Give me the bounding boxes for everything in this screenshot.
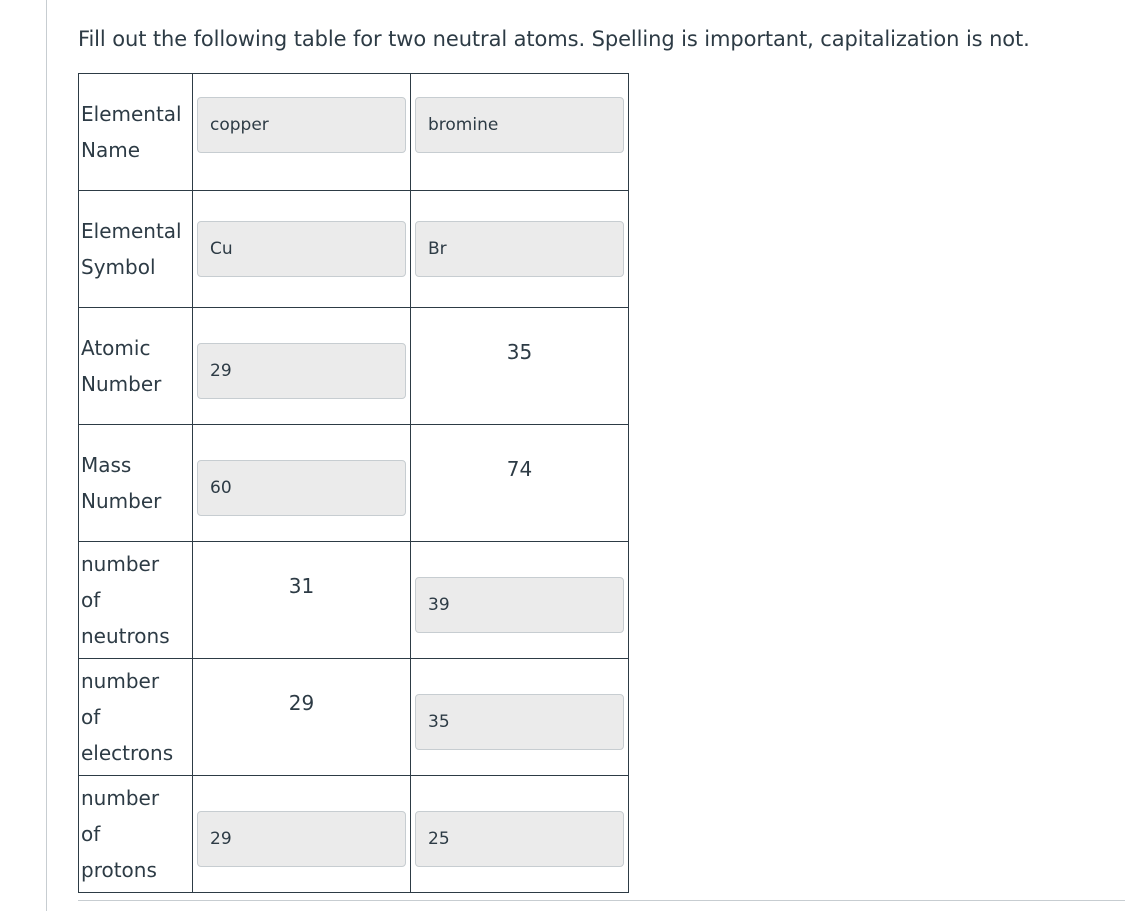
copper-atomic-number-input[interactable] [197, 343, 406, 399]
row-header-mass-number: Mass Number [79, 425, 193, 542]
bromine-electrons-input[interactable] [415, 694, 624, 750]
bromine-atomic-number-cell [411, 308, 629, 425]
copper-name-cell [193, 74, 411, 191]
row-header-atomic-number: Atomic Number [79, 308, 193, 425]
bromine-protons-input[interactable] [415, 811, 624, 867]
copper-name-input[interactable] [197, 97, 406, 153]
bromine-name-input[interactable] [415, 97, 624, 153]
row-header-electrons: number of electrons [79, 659, 193, 776]
section-divider [78, 900, 1125, 901]
table-row [79, 308, 629, 425]
bromine-atomic-number-value: 35 [506, 340, 533, 364]
table-row [79, 74, 629, 191]
copper-protons-cell [193, 776, 411, 893]
table-row [79, 191, 629, 308]
copper-electrons-value: 29 [288, 691, 315, 715]
copper-protons-input[interactable] [197, 811, 406, 867]
bromine-symbol-input[interactable] [415, 221, 624, 277]
bromine-symbol-cell [411, 191, 629, 308]
question-text: Fill out the following table for two neutral atoms. Spelling is important, capitalization is not. [78, 27, 1030, 51]
row-header-elemental-symbol: Elemental Symbol [79, 191, 193, 308]
bromine-protons-cell [411, 776, 629, 893]
copper-symbol-input[interactable] [197, 221, 406, 277]
copper-mass-number-input[interactable] [197, 460, 406, 516]
row-header-neutrons: number of neutrons [79, 542, 193, 659]
bromine-name-cell [411, 74, 629, 191]
table-row [79, 659, 629, 776]
bromine-electrons-cell [411, 659, 629, 776]
table-row [79, 542, 629, 659]
copper-mass-number-cell [193, 425, 411, 542]
copper-neutrons-value: 31 [288, 574, 315, 598]
table-row [79, 776, 629, 893]
content-left-border [46, 0, 47, 911]
copper-symbol-cell [193, 191, 411, 308]
copper-electrons-cell [193, 659, 411, 776]
row-header-protons: number of protons [79, 776, 193, 893]
bromine-neutrons-cell [411, 542, 629, 659]
table-row [79, 425, 629, 542]
row-header-elemental-name: Elemental Name [79, 74, 193, 191]
bromine-mass-number-cell [411, 425, 629, 542]
bromine-mass-number-value: 74 [506, 457, 533, 481]
bromine-neutrons-input[interactable] [415, 577, 624, 633]
copper-atomic-number-cell [193, 308, 411, 425]
copper-neutrons-cell [193, 542, 411, 659]
atom-table [78, 73, 629, 893]
